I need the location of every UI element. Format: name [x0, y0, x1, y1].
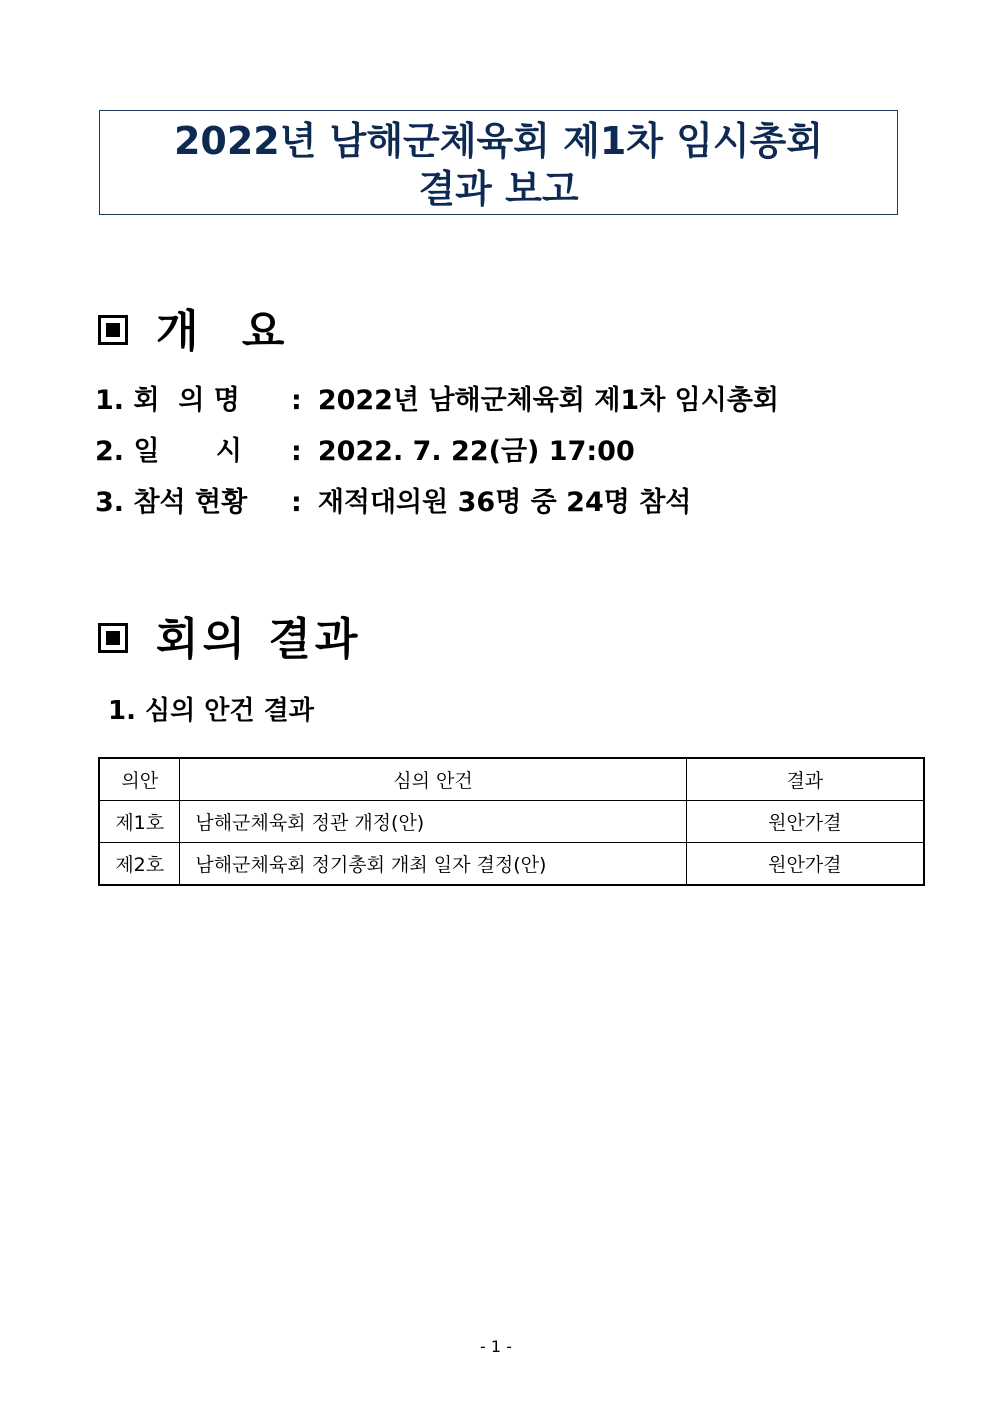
section-heading-results-text: 회의 결과: [156, 614, 362, 665]
table-cell-result: 원안가결: [686, 801, 924, 843]
table-cell-result: 원안가결: [686, 843, 924, 886]
table-cell-item: 남해군체육회 정기총회 개최 일자 결정(안): [180, 843, 686, 886]
section-heading-results: [98, 614, 361, 666]
document-title-line1: 2022년 남해군체육회 제1차 임시총회: [173, 119, 824, 163]
table-cell-item: 남해군체육회 정관 개정(안): [180, 801, 686, 843]
table-cell-no: 제1호: [99, 801, 180, 843]
page-number: - 1 -: [480, 1337, 512, 1356]
section-heading-overview: [98, 306, 298, 358]
overview-row-meeting-name: [95, 383, 779, 419]
square-bullet-icon: [98, 315, 128, 345]
overview-row-attendance: [95, 485, 691, 521]
document-title-line2: 결과 보고: [418, 167, 579, 211]
table-row: [99, 843, 924, 886]
overview-label: 1. 회 의 명: [95, 385, 240, 416]
table-cell-no: 제2호: [99, 843, 180, 886]
table-header-no: 의안: [99, 758, 180, 801]
table-header-item: 심의 안건: [180, 758, 686, 801]
subheading-agenda-results: 1. 심의 안건 결과: [108, 696, 314, 726]
agenda-results-table: [98, 757, 925, 886]
section-heading-overview-text: 개 요: [156, 306, 299, 357]
table-header-result: 결과: [686, 758, 924, 801]
overview-value: 2022년 남해군체육회 제1차 임시총회: [317, 385, 780, 416]
overview-label: 2. 일 시: [95, 436, 243, 467]
title-box: [99, 110, 898, 215]
overview-separator: :: [291, 436, 302, 467]
overview-separator: :: [291, 487, 302, 518]
square-bullet-icon: [98, 623, 128, 653]
table-header-row: [99, 758, 924, 801]
overview-value: 2022. 7. 22(금) 17:00: [317, 436, 635, 467]
overview-separator: :: [291, 385, 302, 416]
overview-label: 3. 참석 현황: [95, 487, 248, 518]
overview-row-datetime: [95, 434, 635, 470]
table-row: [99, 801, 924, 843]
overview-value: 재적대의원 36명 중 24명 참석: [317, 487, 692, 518]
